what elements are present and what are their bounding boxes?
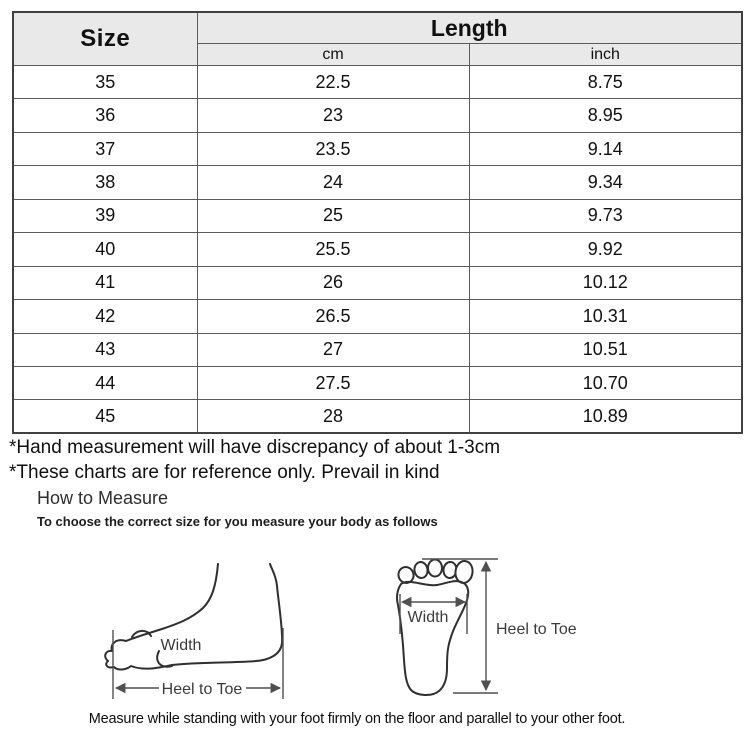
table-cell: 40 [13, 233, 197, 266]
table-cell: 27.5 [197, 366, 469, 399]
table-row [13, 99, 742, 132]
table-cell: 26.5 [197, 300, 469, 333]
table-cell: 25 [197, 199, 469, 232]
table-cell: 9.14 [469, 132, 742, 165]
reference-only-note: *These charts are for reference only. Prevail in kind [9, 462, 440, 483]
table-row [13, 400, 742, 433]
table-cell: 10.51 [469, 333, 742, 366]
table-cell: 35 [13, 66, 197, 99]
table-row [13, 300, 742, 333]
top-foot-figure [396, 559, 576, 695]
table-cell: 38 [13, 166, 197, 199]
table-cell: 27 [197, 333, 469, 366]
side-foot-figure [105, 564, 283, 699]
table-cell: 28 [197, 400, 469, 433]
table-cell: 22.5 [197, 66, 469, 99]
how-to-measure-title: How to Measure [37, 488, 169, 508]
side-foot-heel-to-toe-label: Heel to Toe [161, 681, 243, 698]
table-row [13, 366, 742, 399]
table-row [13, 233, 742, 266]
table-cell: 10.31 [469, 300, 742, 333]
table-cell: 44 [13, 366, 197, 399]
table-cell: 39 [13, 199, 197, 232]
measurement-diagram [0, 540, 750, 712]
table-row [13, 266, 742, 299]
table-cell: 10.70 [469, 366, 742, 399]
top-foot-heel-to-toe-label: Heel to Toe [496, 621, 577, 638]
table-cell: 9.34 [469, 166, 742, 199]
table-cell: 8.75 [469, 66, 742, 99]
table-cell: 26 [197, 266, 469, 299]
table-row [13, 199, 742, 232]
table-cell: 8.95 [469, 99, 742, 132]
top-foot-outline [397, 581, 468, 695]
table-cell: 42 [13, 300, 197, 333]
length-column-header: Length [197, 12, 742, 44]
how-to-measure-subtitle: To choose the correct size for you measure your body as follows [37, 514, 438, 529]
inch-column-header: inch [469, 44, 742, 66]
table-row [13, 66, 742, 99]
table-row [13, 132, 742, 165]
table-cell: 36 [13, 99, 197, 132]
table-cell: 10.89 [469, 400, 742, 433]
size-chart-header [13, 12, 742, 66]
table-cell: 9.73 [469, 199, 742, 232]
size-column-header: Size [13, 12, 197, 66]
table-row [13, 166, 742, 199]
size-chart-table [12, 11, 743, 434]
toe-2 [413, 561, 428, 579]
table-cell: 10.12 [469, 266, 742, 299]
table-cell: 25.5 [197, 233, 469, 266]
top-foot-width-label: Width [407, 609, 449, 626]
table-cell: 43 [13, 333, 197, 366]
table-cell: 9.92 [469, 233, 742, 266]
hand-measurement-note: *Hand measurement will have discrepancy of about 1-3cm [9, 437, 501, 458]
table-cell: 45 [13, 400, 197, 433]
table-row [13, 333, 742, 366]
measure-instruction-caption: Measure while standing with your foot firmly on the floor and parallel to your other foot. [88, 711, 626, 727]
table-cell: 41 [13, 266, 197, 299]
cm-column-header: cm [197, 44, 469, 66]
toe-3 [428, 560, 442, 577]
size-chart-body [13, 66, 742, 434]
table-cell: 37 [13, 132, 197, 165]
table-cell: 23 [197, 99, 469, 132]
table-cell: 24 [197, 166, 469, 199]
side-foot-width-label: Width [160, 637, 202, 654]
table-cell: 23.5 [197, 132, 469, 165]
